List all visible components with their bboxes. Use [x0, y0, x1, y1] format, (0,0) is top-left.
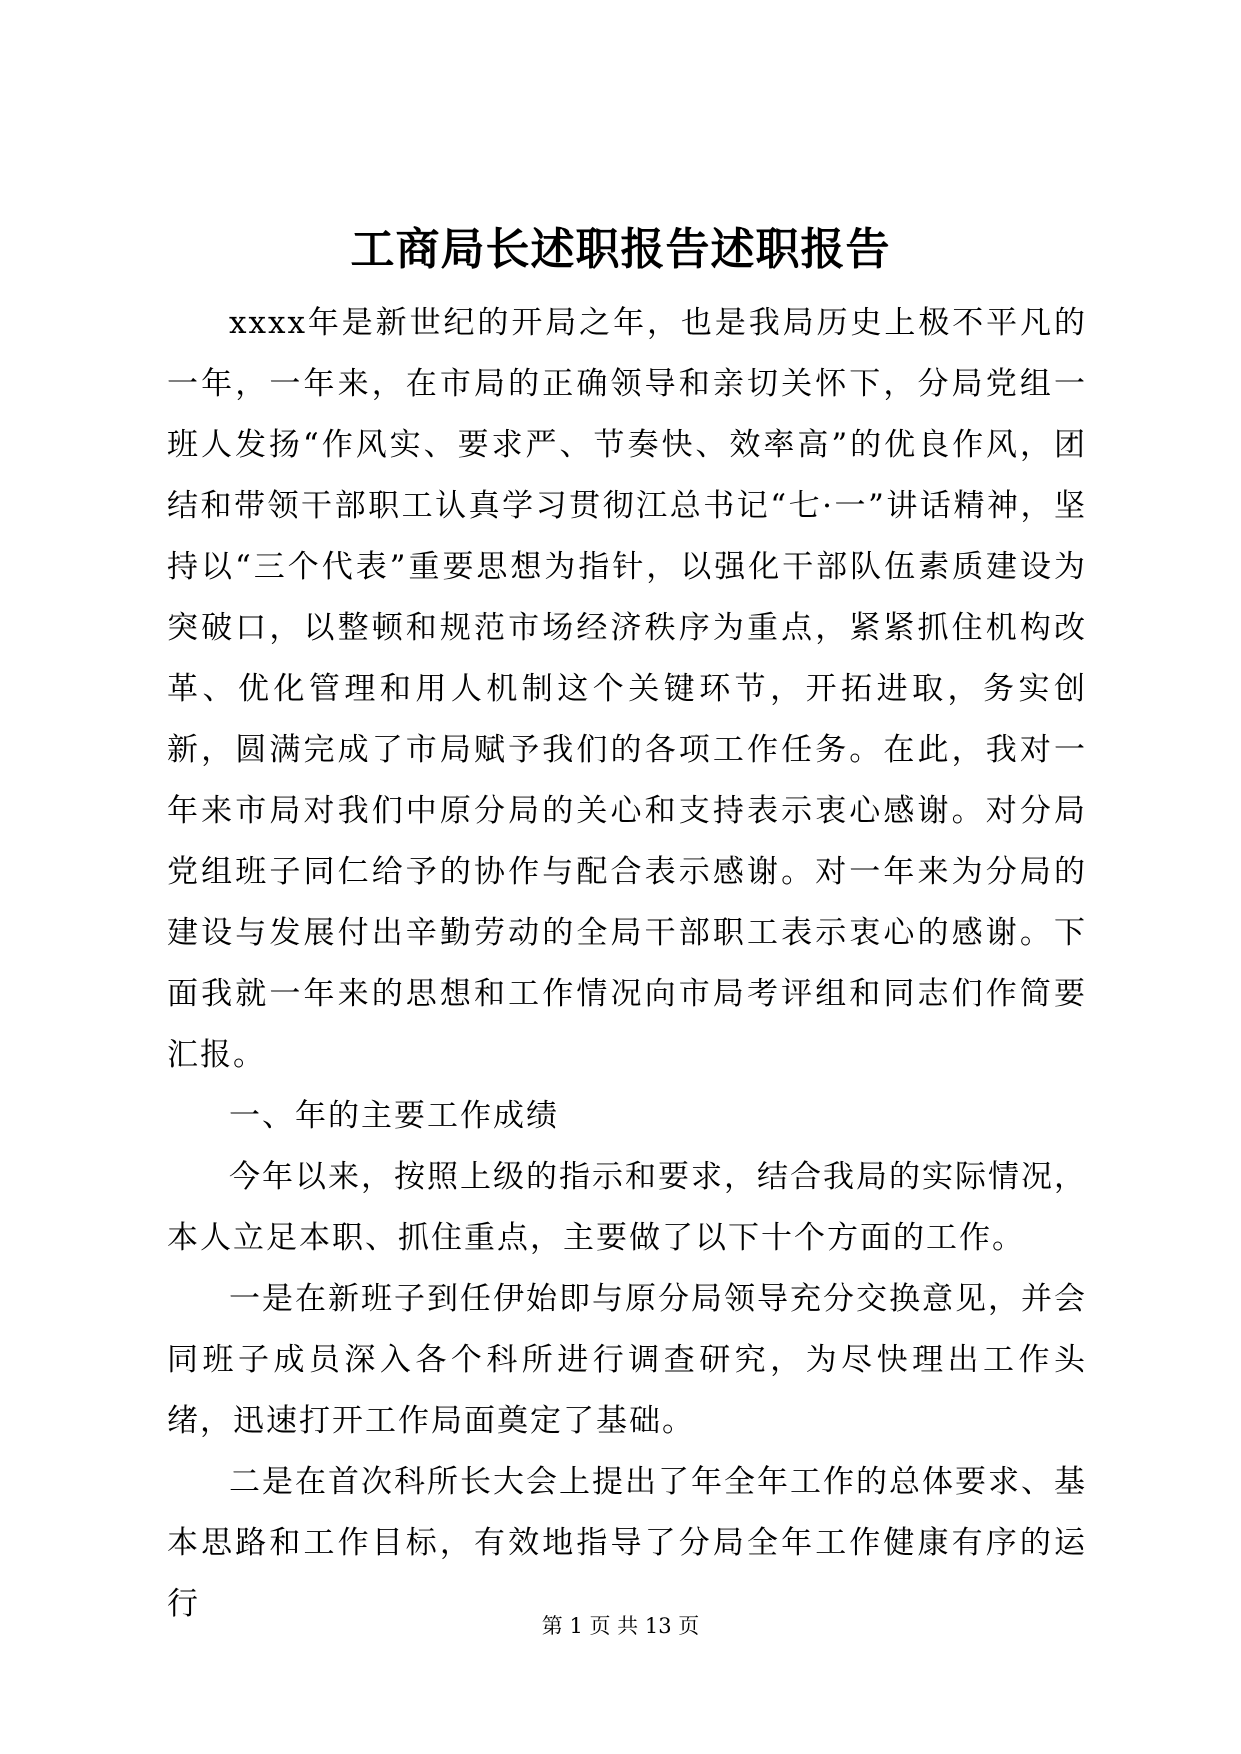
page-footer: 第 1 页 共 13 页	[541, 1614, 700, 1638]
document-body	[167, 293, 1087, 1635]
section-heading: 一、年的主要工作成绩	[229, 1098, 559, 1134]
paragraph-item-one: 一是在新班子到任伊始即与原分局领导充分交换意见，并会同班子成员深入各个科所进行调查研究，为尽快理出工作头绪，迅速打开工作局面奠定了基础。	[167, 1281, 1087, 1439]
paragraph-summary: 今年以来，按照上级的指示和要求，结合我局的实际情况，本人立足本职、抓住重点，主要做了以下十个方面的工作。	[167, 1159, 1087, 1256]
paragraph-item-two: 二是在首次科所长大会上提出了年全年工作的总体要求、基本思路和工作目标，有效地指导了分局全年工作健康有序的运行	[167, 1464, 1087, 1622]
paragraph-intro: xxxx年是新世纪的开局之年，也是我局历史上极不平凡的一年，一年来，在市局的正确领导和亲切关怀下，分局党组一班人发扬“作风实、要求严、节奏快、效率高”的优良作风，团结和带领干部职工认真学习贯彻江总书记“七·一”讲话精神，坚持以“三个代表”重要思想为指针，以强化干部队伍素质建设为突破口，以整顿和规范市场经济秩序为重点，紧紧抓住机构改革、优化管理和用人机制这个关键环节，开拓进取，务实创新，圆满完成了市局赋予我们的各项工作任务。在此，我对一年来市局对我们中原分局的关心和支持表示衷心感谢。对分局党组班子同仁给予的协作与配合表示感谢。对一年来为分局的建设与发展付出辛勤劳动的全局干部职工表示衷心的感谢。下面我就一年来的思想和工作情况向市局考评组和同志们作简要汇报。	[167, 305, 1087, 1073]
document-title: 工商局长述职报告述职报告	[350, 224, 891, 275]
